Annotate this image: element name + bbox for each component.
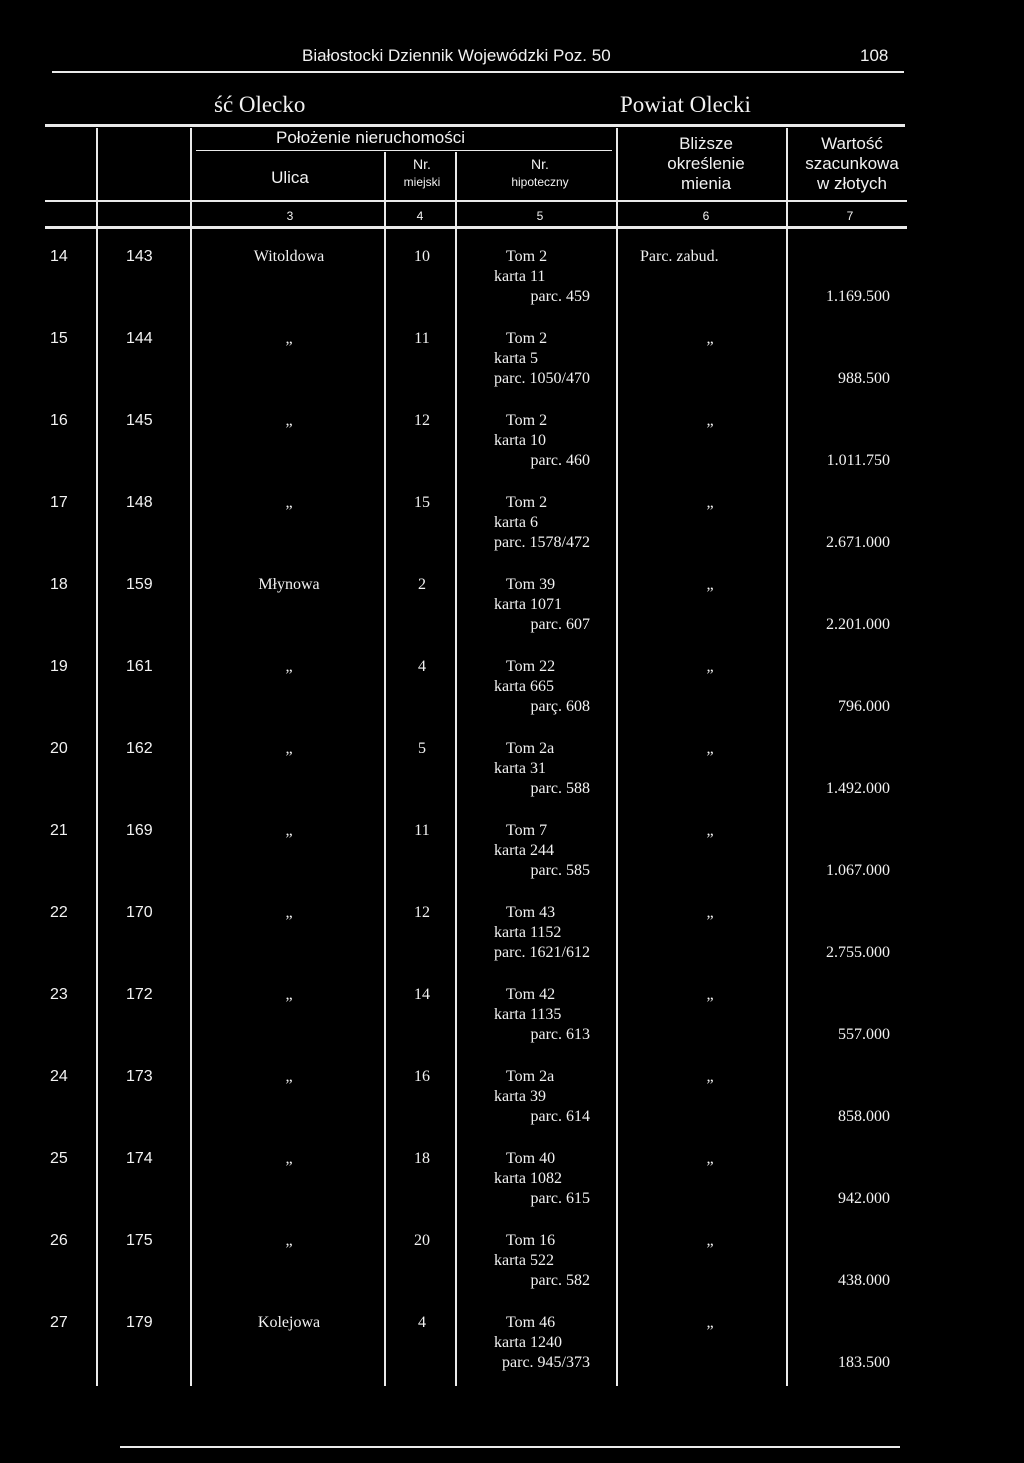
row-street: „ [285, 822, 293, 839]
row-karta: karta 11 [494, 268, 546, 285]
header-bottom-rule [45, 200, 907, 202]
row-description: „ [706, 986, 714, 1003]
row-karta: karta 31 [494, 760, 546, 777]
row-lp: 16 [50, 412, 68, 429]
col-rule-2 [190, 128, 192, 1386]
row-nr-miejski: 16 [414, 1068, 430, 1085]
row-karta: karta 522 [494, 1252, 554, 1269]
row-tom: Tom 2 [506, 248, 548, 265]
row-description: „ [706, 576, 714, 593]
row-description: „ [706, 494, 714, 511]
row-tom: Tom 43 [506, 904, 556, 921]
footer-rule [120, 1446, 900, 1448]
row-value: 557.000 [838, 1026, 890, 1043]
row-description: „ [706, 740, 714, 757]
row-parc: parc. 607 [530, 616, 590, 633]
row-description: „ [706, 1150, 714, 1167]
row-parc: parc. 582 [530, 1272, 590, 1289]
col-number-5: 5 [536, 209, 544, 223]
row-value: 1.011.750 [826, 452, 890, 469]
row-position: 174 [126, 1150, 153, 1167]
row-description: „ [706, 412, 714, 429]
desc-header-2: określenie [667, 154, 745, 173]
row-street: Witoldowa [253, 248, 325, 265]
row-street: Kolejowa [257, 1314, 321, 1331]
nr-hip-header-1: Nr. [531, 156, 549, 172]
row-tom: Tom 46 [506, 1314, 556, 1331]
row-position: 170 [126, 904, 153, 921]
row-value: 1.169.500 [826, 288, 890, 305]
banner-left: ść Olecko [214, 92, 306, 117]
row-nr-miejski: 2 [418, 576, 426, 593]
nr-miejski-header-2: miejski [403, 175, 441, 189]
col-rule-1 [96, 128, 98, 1386]
location-group-rule [196, 150, 612, 151]
location-group-header: Położenie nieruchomości [276, 128, 465, 147]
row-parc: parç. 608 [530, 698, 590, 715]
row-karta: karta 1240 [494, 1334, 562, 1351]
header-rule [52, 71, 904, 73]
row-street: „ [285, 1068, 293, 1085]
row-lp: 14 [50, 248, 68, 265]
row-value: 1.492.000 [826, 780, 890, 797]
row-karta: karta 1152 [494, 924, 562, 941]
row-nr-miejski: 18 [414, 1150, 430, 1167]
row-parc: parc. 945/373 [502, 1354, 590, 1371]
row-karta: karta 10 [494, 432, 546, 449]
row-tom: Tom 39 [506, 576, 556, 593]
row-description: „ [706, 1068, 714, 1085]
row-tom: Tom 7 [506, 822, 548, 839]
row-value: 858.000 [838, 1108, 890, 1125]
row-parc: parc. 1578/472 [494, 534, 590, 551]
row-value: 1.067.000 [826, 862, 890, 879]
row-description: „ [706, 904, 714, 921]
row-description: Parc. zabud. [640, 248, 719, 265]
desc-header-3: mienia [680, 174, 732, 193]
row-position: 145 [126, 412, 153, 429]
row-tom: Tom 2 [506, 494, 548, 511]
row-karta: karta 1135 [494, 1006, 562, 1023]
row-nr-miejski: 12 [414, 412, 430, 429]
row-tom: Tom 2a [506, 1068, 555, 1085]
nr-miejski-header-1: Nr. [413, 156, 431, 172]
row-tom: Tom 2a [506, 740, 555, 757]
row-parc: parc. 614 [530, 1108, 590, 1125]
row-value: 2.671.000 [826, 534, 890, 551]
row-value: 796.000 [838, 698, 890, 715]
row-nr-miejski: 4 [418, 658, 426, 675]
row-lp: 24 [50, 1068, 68, 1085]
col-rule-4 [455, 152, 457, 1386]
col-number-4: 4 [416, 209, 424, 223]
row-tom: Tom 2 [506, 412, 548, 429]
running-header-title: Białostocki Dziennik Wojewódzki Poz. 50 [302, 46, 611, 65]
row-nr-miejski: 10 [414, 248, 430, 265]
row-nr-miejski: 11 [414, 330, 430, 347]
row-nr-miejski: 11 [414, 822, 430, 839]
desc-header-1: Bliższe [679, 134, 733, 153]
street-header: Ulica [271, 168, 309, 187]
row-description: „ [706, 822, 714, 839]
row-parc: parc. 613 [530, 1026, 590, 1043]
row-position: 144 [126, 330, 153, 347]
col-rule-6 [786, 128, 788, 1386]
row-lp: 23 [50, 986, 68, 1003]
row-street: „ [285, 330, 293, 347]
row-nr-miejski: 12 [414, 904, 430, 921]
row-lp: 27 [50, 1314, 68, 1331]
value-header-2: szacunkowa [805, 154, 899, 173]
row-position: 169 [126, 822, 153, 839]
row-lp: 26 [50, 1232, 68, 1249]
row-parc: parc. 1621/612 [494, 944, 590, 961]
row-lp: 21 [50, 822, 68, 839]
row-tom: Tom 2 [506, 330, 548, 347]
row-value: 438.000 [838, 1272, 890, 1289]
row-parc: parc. 585 [530, 862, 590, 879]
row-nr-miejski: 15 [414, 494, 430, 511]
banner-right: Powiat Olecki [620, 92, 751, 117]
row-value: 988.500 [838, 370, 890, 387]
row-position: 172 [126, 986, 153, 1003]
row-nr-miejski: 14 [414, 986, 430, 1003]
row-lp: 20 [50, 740, 68, 757]
row-street: „ [285, 904, 293, 921]
value-header-3: w złotych [817, 174, 887, 193]
row-value: 2.755.000 [826, 944, 890, 961]
row-position: 161 [126, 658, 153, 675]
row-karta: karta 665 [494, 678, 554, 695]
row-position: 159 [126, 576, 153, 593]
row-value: 183.500 [838, 1354, 890, 1371]
row-position: 173 [126, 1068, 153, 1085]
row-street: Młynowa [258, 576, 320, 593]
row-description: „ [706, 330, 714, 347]
col-number-3: 3 [286, 209, 294, 223]
row-karta: karta 39 [494, 1088, 546, 1105]
row-parc: parc. 588 [530, 780, 590, 797]
row-nr-miejski: 4 [418, 1314, 426, 1331]
row-value: 2.201.000 [826, 616, 890, 633]
col-rule-3 [384, 152, 386, 1386]
row-street: „ [285, 658, 293, 675]
row-tom: Tom 22 [506, 658, 556, 675]
row-position: 175 [126, 1232, 153, 1249]
row-karta: karta 1082 [494, 1170, 562, 1187]
row-tom: Tom 40 [506, 1150, 556, 1167]
row-karta: karta 1071 [494, 596, 562, 613]
col-number-7: 7 [846, 209, 854, 223]
row-street: „ [285, 494, 293, 511]
row-position: 179 [126, 1314, 153, 1331]
row-street: „ [285, 740, 293, 757]
row-position: 143 [126, 248, 153, 265]
row-lp: 25 [50, 1150, 68, 1167]
row-description: „ [706, 1314, 714, 1331]
row-street: „ [285, 412, 293, 429]
column-number-rule [45, 226, 907, 229]
row-karta: karta 5 [494, 350, 538, 367]
row-tom: Tom 42 [506, 986, 556, 1003]
row-position: 162 [126, 740, 153, 757]
col-number-6: 6 [702, 209, 710, 223]
row-position: 148 [126, 494, 153, 511]
row-street: „ [285, 986, 293, 1003]
row-karta: karta 6 [494, 514, 538, 531]
row-nr-miejski: 5 [418, 740, 426, 757]
row-lp: 15 [50, 330, 68, 347]
page-number: 108 [860, 46, 889, 65]
row-parc: parc. 459 [530, 288, 590, 305]
table-top-rule [45, 124, 905, 127]
row-parc: parc. 1050/470 [494, 370, 590, 387]
row-parc: parc. 460 [530, 452, 590, 469]
row-tom: Tom 16 [506, 1232, 556, 1249]
row-lp: 17 [50, 494, 68, 511]
col-rule-5 [616, 128, 618, 1386]
row-lp: 19 [50, 658, 68, 675]
row-lp: 22 [50, 904, 68, 921]
row-description: „ [706, 658, 714, 675]
row-value: 942.000 [838, 1190, 890, 1207]
row-description: „ [706, 1232, 714, 1249]
row-lp: 18 [50, 576, 68, 593]
row-parc: parc. 615 [530, 1190, 590, 1207]
value-header-1: Wartość [821, 134, 883, 153]
nr-hip-header-2: hipoteczny [511, 175, 569, 189]
row-karta: karta 244 [494, 842, 554, 859]
row-nr-miejski: 20 [414, 1232, 430, 1249]
row-street: „ [285, 1232, 293, 1249]
row-street: „ [285, 1150, 293, 1167]
